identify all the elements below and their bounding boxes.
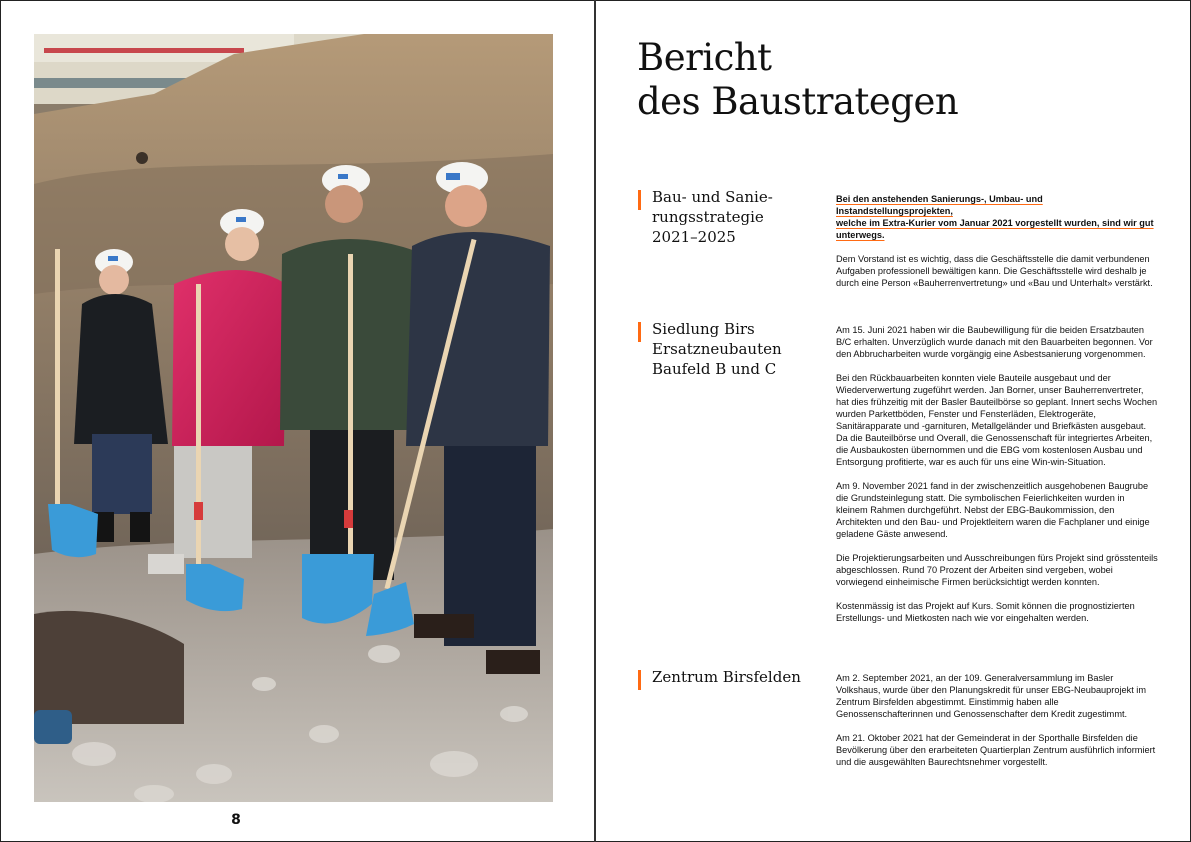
accent-bar	[638, 670, 641, 690]
section-body-birs	[836, 324, 1158, 636]
section-heading-birs: Siedlung Birs Ersatzneubauten Baufeld B und C	[652, 319, 822, 379]
section-heading-strategy: Bau- und Sanie- rungsstrategie 2021–2025	[652, 187, 822, 247]
title-line-1: Bericht	[637, 36, 772, 79]
paragraph: Am 21. Oktober 2021 hat der Gemeinderat in der Sporthalle Birsfelden die Bevölkerung über den erarbeiteten Quartierplan Zentrum ausführlich informiert und die ausgewählten Baurechtsnehmer vorgestellt.	[836, 733, 1156, 767]
page-number: 8	[231, 812, 241, 828]
page-title	[637, 36, 1137, 124]
groundbreaking-photo	[34, 34, 553, 802]
section-body-zentrum	[836, 672, 1158, 780]
accent-bar	[638, 322, 641, 342]
title-line-2: des Baustrategen	[637, 80, 959, 123]
paragraph: Kostenmässig ist das Projekt auf Kurs. Somit können die prognostizierten Erstellungs- und Mietkosten nach wie vor eingehalten werden.	[836, 601, 1135, 623]
paragraph: Am 9. November 2021 fand in der zwischenzeitlich ausgehobenen Baugrube die Grundsteinlegung statt. Die symbolischen Feierlichkeiten wurden in kleinem Rahmen durchgeführt. Nebst der EBG-Baukommission, den Architekten und den Bau- und Projektleitern waren die Fachplaner und einige geladene Gäste anwesend.	[836, 481, 1150, 539]
section-heading-zentrum: Zentrum Birsfelden	[652, 667, 822, 687]
paragraph: Dem Vorstand ist es wichtig, dass die Geschäftsstelle die damit verbundenen Aufgaben professionell bewältigen kann. Die Geschäftsstelle wird deshalb je durch eine Person «Bauherrenvertretung» und «Bau und Unterhalt» verstärkt.	[836, 254, 1153, 288]
section-body-strategy	[836, 193, 1158, 301]
paragraph: Am 15. Juni 2021 haben wir die Baubewilligung für die beiden Ersatzbauten B/C erhalten. Unverzüglich wurde danach mit den Bauarbeiten begonnen. Vor den Abbrucharbeiten wurde vorgängig eine Asbestsanierung vorgenommen.	[836, 325, 1153, 359]
accent-bar	[638, 190, 641, 210]
paragraph: Bei den Rückbauarbeiten konnten viele Bauteile ausgebaut und der Wiederverwertung zugeführt werden. Jan Borner, unser Bauherrenvertreter, hat dies frühzeitig mit der Basler Bauteilbörse so geplant. Innert sechs Wochen wurden Parkettböden, Fenster und Fensterläden, Elektrogeräte, Sanitärapparate und -garnituren, Metallgeländer und Briefkästen ausgebaut. Da die Bauteilbörse und Overall, die Genossenschaft für integriertes Arbeiten, die Ausbaukosten übernommen und die EBG vom kostenlosen Ausbau und Entsorgung profitierte, war es auch für uns eine Win-win-Situation.	[836, 373, 1158, 467]
paragraph: Die Projektierungsarbeiten und Ausschreibungen fürs Projekt sind grösstenteils abgeschlossen. Rund 70 Prozent der Arbeiten sind vergeben, wobei vorwiegend einheimische Firmen berücksichtigt werden konnten.	[836, 553, 1158, 587]
lead-paragraph: Bei den anstehenden Sanierungs-, Umbau- und Instandstellungsprojekten, welche im Extra-Kurier vom Januar 2021 vorgestellt wurden, sind wir gut unterwegs.	[836, 194, 1154, 240]
paragraph: Am 2. September 2021, an der 109. Generalversammlung im Basler Volkshaus, wurde über den Planungskredit für unser EBG-Neubauprojekt im Zentrum Birsfelden abgestimmt. Einstimmig haben alle Genossenschafterinnen und Genossenschafter dem Kredit zugestimmt.	[836, 673, 1146, 719]
page-spine	[594, 0, 596, 842]
